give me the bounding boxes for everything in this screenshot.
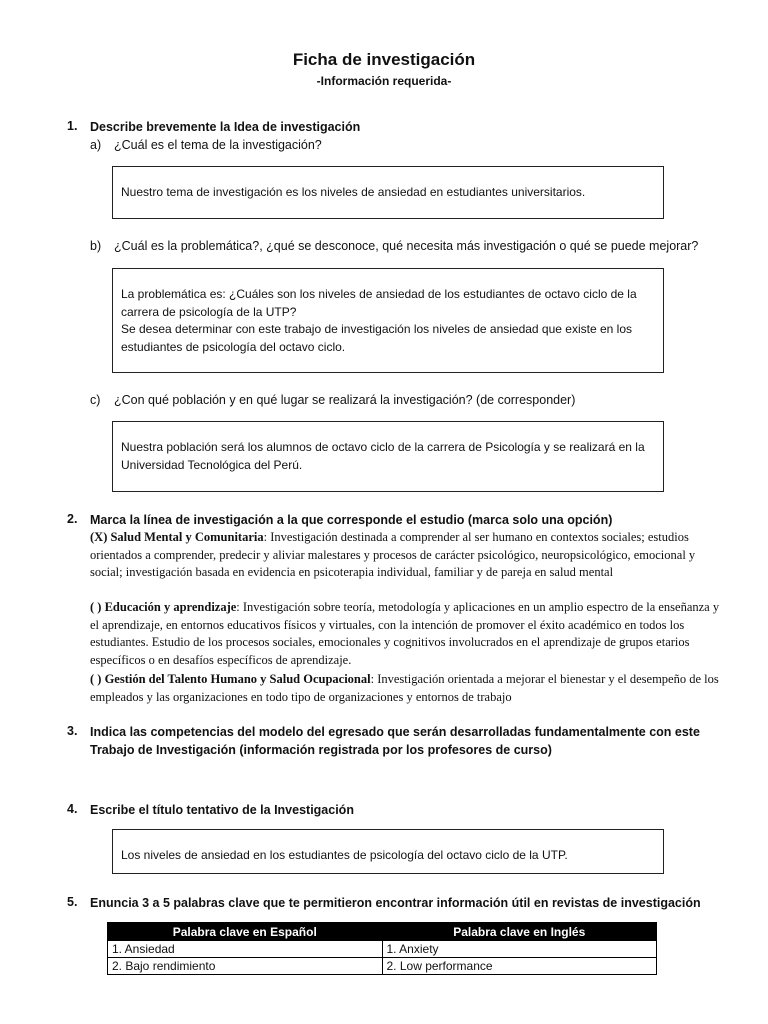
question-b-letter: b) [90,239,102,253]
section-2-title: Marca la línea de investigación a la que corresponde el estudio (marca solo una opción) [90,513,613,527]
page-title: Ficha de investigación [292,50,476,69]
answer-c-box [112,421,664,492]
option-talento-humano [90,671,730,706]
option-educacion-text: : Investigación sobre teoría, metodología y aplicaciones en un amplio espectro de la enseñanza y el aprendizaje, en entornos educativos físicos y virtuales, con la intención de promover el éxito académico en todos los estudiantes. Estudio de los procesos sociales, emocionales y cognitivos involucrados en el aprendizaje de grupos etarios específicos o en desafíos específicos de aprendizaje. [90,600,720,667]
option-salud-mental-label: (X) Salud Mental y Comunitaria [90,530,264,544]
answer-b-box [112,268,664,373]
option-educacion [90,599,730,669]
column-header-english: Palabra clave en Inglés [382,923,657,941]
keyword-spanish-cell: 1. Ansiedad [108,941,383,958]
option-talento-humano-text: : Investigación orientada a mejorar el bienestar y el desempeño de los empleados y las organizaciones en todo tipo de organizaciones y entornos de trabajo [90,672,719,704]
keyword-english-cell: 1. Anxiety [382,941,657,958]
answer-b-line-2: Se desea determinar con este trabajo de investigación los niveles de ansiedad que existe en los estudiantes de psicología del octavo ciclo. [121,322,632,354]
option-educacion-label: ( ) Educación y aprendizaje [90,600,237,614]
keyword-english-cell: 2. Low performance [382,958,657,975]
answer-a-text: Nuestro tema de investigación es los niveles de ansiedad en estudiantes universitarios. [121,185,586,199]
section-1-title: Describe brevemente la Idea de investigación [90,120,361,134]
table-row [108,941,657,958]
keywords-header-row [108,923,657,941]
section-3-title: Indica las competencias del modelo del egresado que serán desarrolladas fundamentalmente con este Trabajo de Investigación (información registrada por los profesores de curso) [90,725,700,757]
keyword-spanish-cell: 2. Bajo rendimiento [108,958,383,975]
answer-title-box [112,829,664,874]
table-row [108,958,657,975]
question-b [90,239,698,253]
question-a-letter: a) [90,138,102,152]
option-talento-humano-label: ( ) Gestión del Talento Humano y Salud Ocupacional [90,672,371,686]
section-2-number: 2. [67,512,78,526]
page-subtitle: -Información requerida- [316,74,452,88]
question-c [90,393,575,407]
section-5-title: Enuncia 3 a 5 palabras clave que te permitieron encontrar información útil en revistas de investigación [90,896,701,910]
option-salud-mental [90,529,730,582]
section-4-number: 4. [67,802,78,816]
section-3-number: 3. [67,724,78,738]
question-c-text: ¿Con qué población y en qué lugar se realizará la investigación? (de corresponder) [114,393,576,407]
section-5-number: 5. [67,895,78,909]
column-header-spanish: Palabra clave en Español [108,923,383,941]
section-4-title: Escribe el título tentativo de la Investigación [90,803,354,817]
answer-b-line-1: La problemática es: ¿Cuáles son los niveles de ansiedad de los estudiantes de octavo ciclo de la carrera de psicología de la UTP? [121,287,637,319]
question-a [90,138,322,152]
question-c-letter: c) [90,393,101,407]
answer-c-text: Nuestra población será los alumnos de octavo ciclo de la carrera de Psicología y se realizará en la Universidad Tecnológica del Perú. [121,440,645,472]
keywords-table [107,922,657,975]
answer-title-text: Los niveles de ansiedad en los estudiantes de psicología del octavo ciclo de la UTP. [121,848,568,862]
section-1-number: 1. [67,119,78,133]
question-b-text: ¿Cuál es la problemática?, ¿qué se desconoce, qué necesita más investigación o qué se puede mejorar? [114,239,699,253]
option-salud-mental-text: : Investigación destinada a comprender al ser humano en contextos sociales; estudios orientados a comprender, predecir y aliviar malestares y procesos de carácter psicológico, neuropsicológico, emocional y social; investigación basada en evidencia en psicoterapia individual, familiar y de pareja en salud mental [90,530,696,579]
question-a-text: ¿Cuál es el tema de la investigación? [114,138,322,152]
answer-a-box [112,166,664,219]
